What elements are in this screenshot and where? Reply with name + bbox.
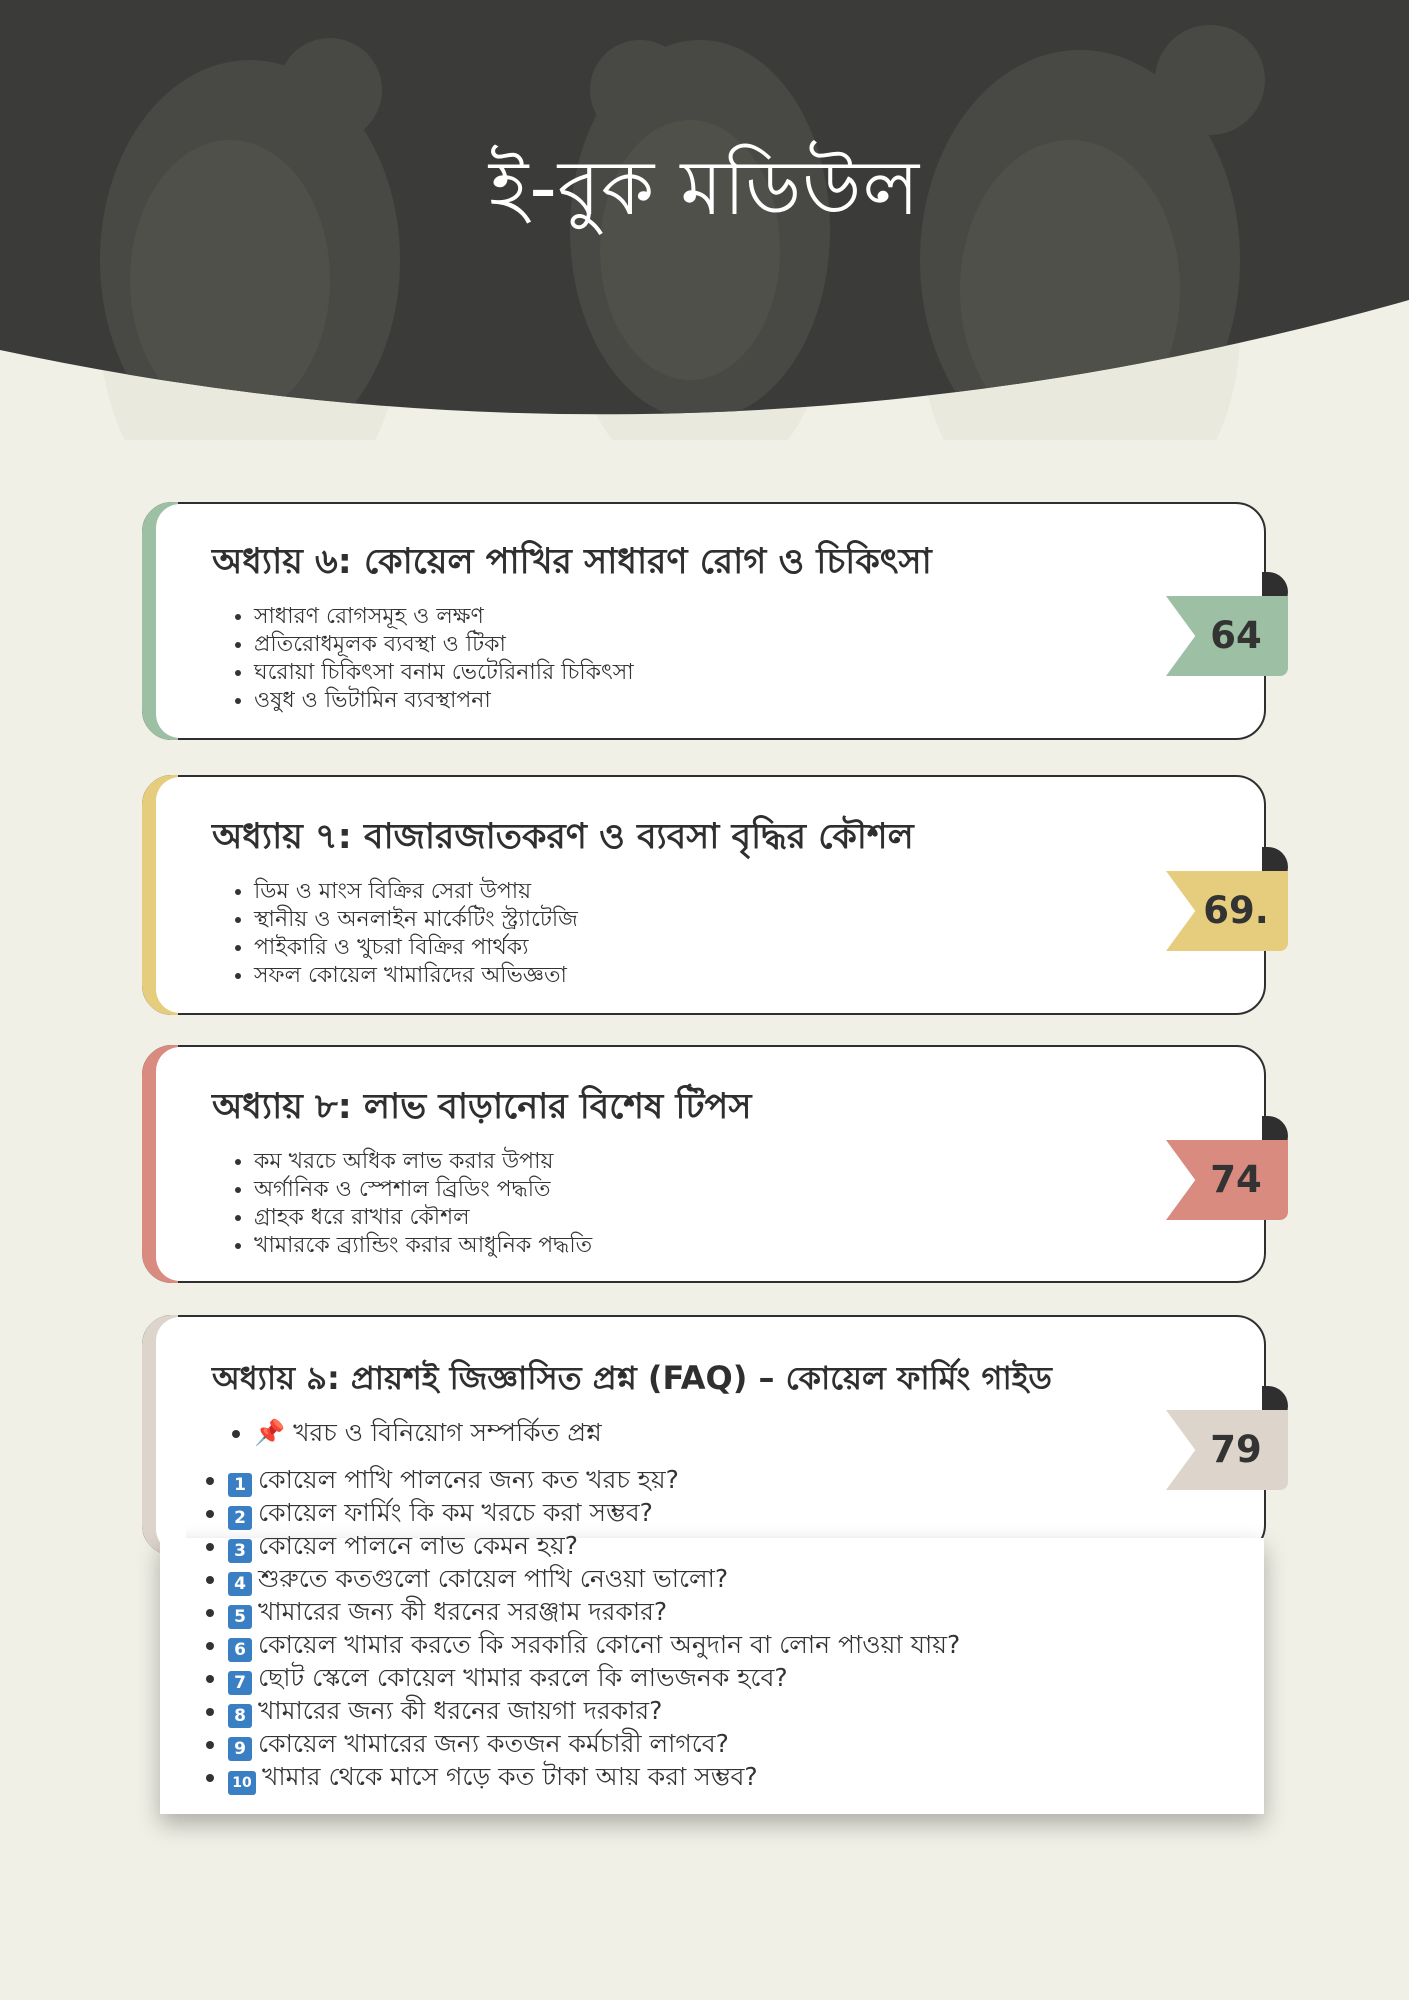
faq-question: কোয়েল পাখি পালনের জন্য কত খরচ হয়? [258,1465,679,1494]
page-number-tag[interactable] [1166,596,1288,676]
chapter-topics [144,868,1264,990]
faq-question: কোয়েল পালনে লাভ কেমন হয়? [258,1531,578,1560]
list-item: • কম খরচে অধিক লাভ করার উপায় [254,1148,1264,1176]
list-item: • ডিম ও মাংস বিক্রির সেরা উপায় [254,878,1264,906]
page-title: ই-বুক মডিউল [488,143,921,232]
list-item: • সফল কোয়েল খামারিদের অভিজ্ঞতা [254,962,1264,990]
faq-list [200,1464,960,1795]
chapter-title: অধ্যায় ৬: কোয়েল পাখির সাধারণ রোগ ও চিকিৎসা [212,542,932,582]
faq-item[interactable] [228,1530,960,1563]
faq-question: শুরুতে কতগুলো কোয়েল পাখি নেওয়া ভালো? [258,1564,729,1593]
faq-question: কোয়েল খামার করতে কি সরকারি কোনো অনুদান বা লোন পাওয়া যায়? [258,1630,961,1659]
number-badge: 10 [228,1771,256,1795]
faq-item[interactable] [228,1662,960,1695]
chapter-topics [144,593,1264,715]
faq-item[interactable] [228,1761,960,1795]
chapter-title: অধ্যায় ৭: বাজারজাতকরণ ও ব্যবসা বৃদ্ধির কৌশল [212,817,914,857]
list-item: • গ্রাহক ধরে রাখার কৌশল [254,1204,1264,1232]
number-badge: 6 [228,1638,252,1662]
page-number-tag[interactable] [1166,871,1288,951]
list-item: • সাধারণ রোগসমূহ ও লক্ষণ [254,603,1264,631]
faq-item[interactable] [228,1563,960,1596]
faq-item[interactable] [228,1497,960,1530]
page-number: 74 [1210,1158,1262,1201]
page-number: 79 [1210,1428,1262,1471]
number-badge: 4 [228,1572,252,1596]
faq-item[interactable] [228,1596,960,1629]
number-badge: 8 [228,1704,252,1728]
number-badge: 9 [228,1737,252,1761]
page-number: 69. [1203,889,1269,932]
list-item: • 📌 খরচ ও বিনিয়োগ সম্পর্কিত প্রশ্ন [254,1419,1264,1447]
faq-question: খামার থেকে মাসে গড়ে কত টাকা আয় করা সম্ভব? [262,1762,758,1791]
faq-question: খামারের জন্য কী ধরনের জায়গা দরকার? [258,1696,663,1725]
faq-question: ছোট স্কেলে কোয়েল খামার করলে কি লাভজনক হবে? [258,1663,788,1692]
number-badge: 1 [228,1473,252,1497]
number-badge: 5 [228,1605,252,1629]
chapter-card-8[interactable] [142,1045,1266,1283]
number-badge: 3 [228,1539,252,1563]
chapter-topics [144,1407,1264,1447]
chapter-title: অধ্যায় ৯: প্রায়শই জিজ্ঞাসিত প্রশ্ন (FAQ) – কোয়েল ফার্মিং গাইড [212,1359,1052,1397]
list-item: • অর্গানিক ও স্পেশাল ব্রিডিং পদ্ধতি [254,1176,1264,1204]
faq-question: কোয়েল ফার্মিং কি কম খরচে করা সম্ভব? [258,1498,653,1527]
number-badge: 7 [228,1671,252,1695]
list-item: • পাইকারি ও খুচরা বিক্রির পার্থক্য [254,934,1264,962]
page-number-tag[interactable] [1166,1140,1288,1220]
faq-question: খামারের জন্য কী ধরনের সরঞ্জাম দরকার? [258,1597,668,1626]
faq-question: কোয়েল খামারের জন্য কতজন কর্মচারী লাগবে? [258,1729,729,1758]
list-item: • ওষুধ ও ভিটামিন ব্যবস্থাপনা [254,687,1264,715]
faq-item[interactable] [228,1728,960,1761]
list-item: • প্রতিরোধমূলক ব্যবস্থা ও টিকা [254,631,1264,659]
faq-item[interactable] [228,1464,960,1497]
page-number-tag[interactable] [1166,1410,1288,1490]
chapter-card-6[interactable] [142,502,1266,740]
page-number: 64 [1210,614,1262,657]
chapter-title: অধ্যায় ৮: লাভ বাড়ানোর বিশেষ টিপস [212,1087,752,1127]
chapter-topics [144,1138,1264,1260]
chapter-card-7[interactable] [142,775,1266,1015]
list-item: • ঘরোয়া চিকিৎসা বনাম ভেটেরিনারি চিকিৎসা [254,659,1264,687]
list-item: • স্থানীয় ও অনলাইন মার্কেটিং স্ট্র্যাটেজি [254,906,1264,934]
number-badge: 2 [228,1506,252,1530]
list-item: • খামারকে ব্র্যান্ডিং করার আধুনিক পদ্ধতি [254,1232,1264,1260]
faq-item[interactable] [228,1629,960,1662]
faq-item[interactable] [228,1695,960,1728]
